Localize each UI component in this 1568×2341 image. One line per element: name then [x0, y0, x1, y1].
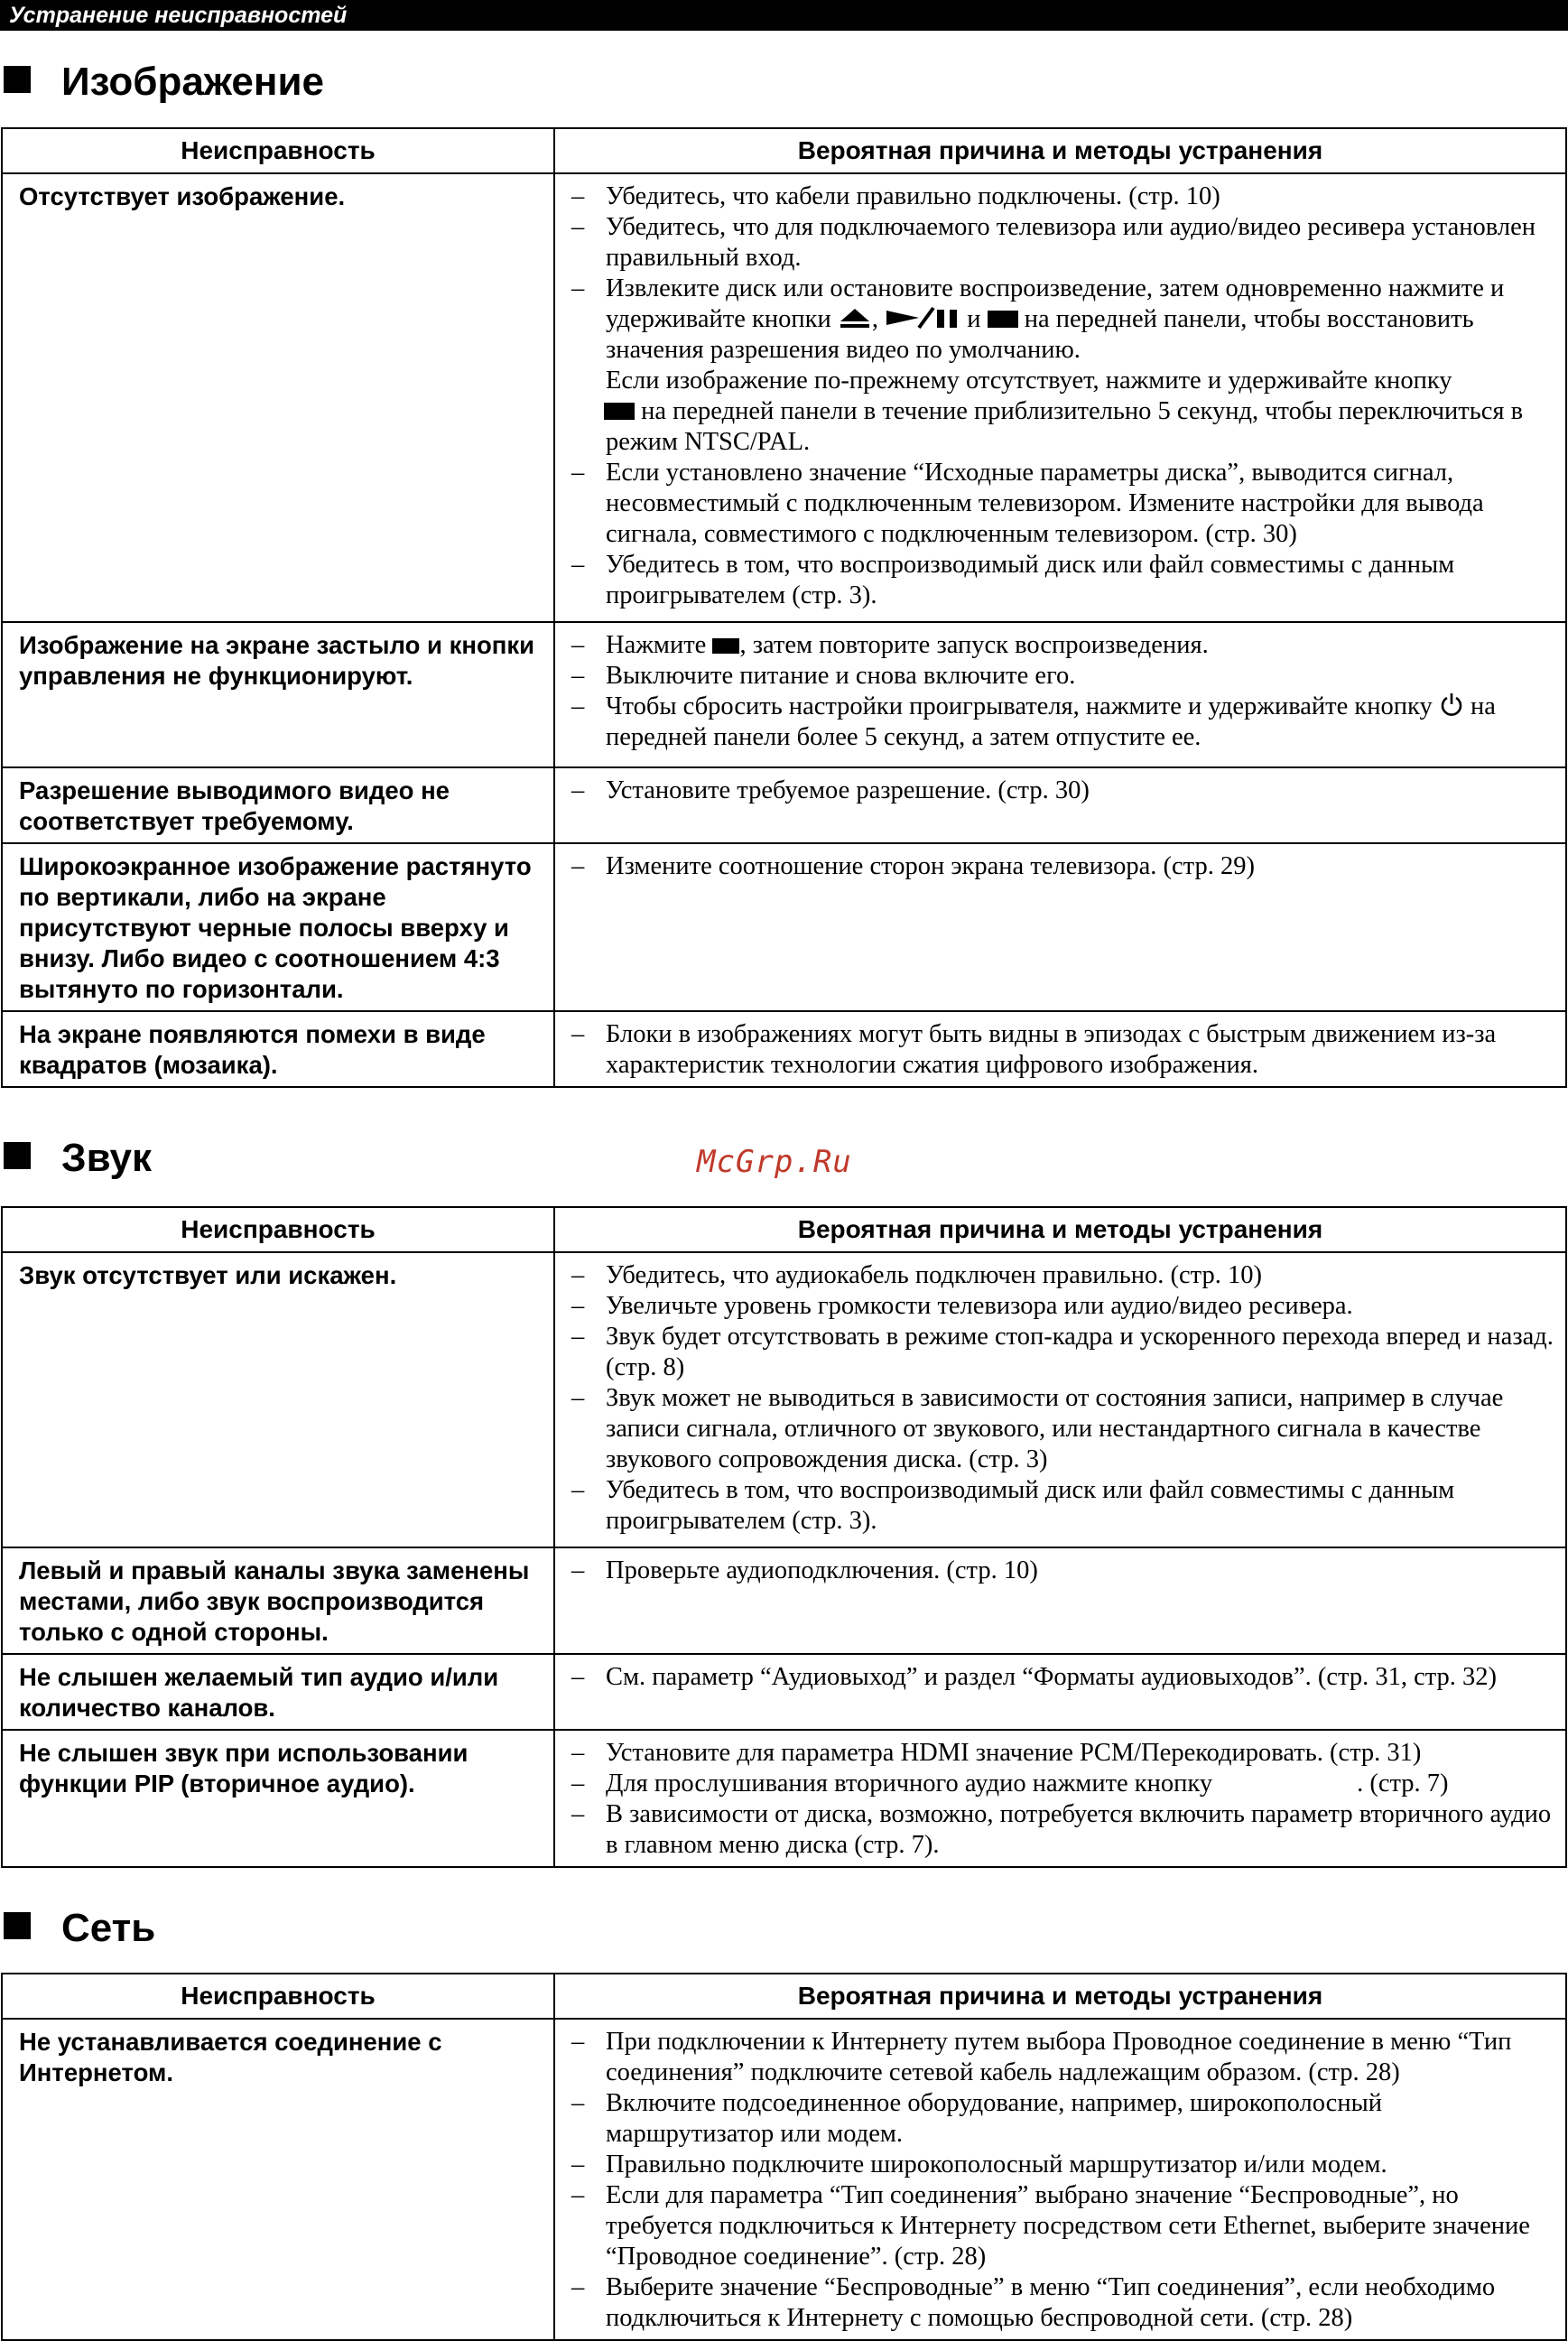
- table-header-row: [2, 128, 1566, 173]
- stop-icon: [712, 638, 739, 654]
- problem-cell: Отсутствует изображение.: [2, 173, 554, 622]
- section-title-network: Сеть: [0, 1903, 155, 1954]
- list-item: – Убедитесь в том, что воспроизводимый диск или файл совместимы с данным проигрывателем (стр. 3).: [570, 1475, 1556, 1537]
- watermark: McGrp.Ru: [697, 1144, 852, 1180]
- list-item: – Извлеките диск или остановите воспроизведение, затем одновременно нажмите и удерживайте кнопки , и на передней панели, чтобы восстановить значения разрешения видео по умолчанию. Если изображение по-прежнему отсутствует, нажмите и удерживайте кнопку на передней панели в течение приблизительно 5 секунд, чтобы переключиться в режим NTSC/PAL.: [570, 274, 1556, 458]
- table-row: [2, 1011, 1566, 1087]
- square-bullet-icon: [4, 1912, 31, 1939]
- problem-cell: Не слышен желаемый тип аудио и/или количество каналов.: [2, 1654, 554, 1730]
- stop-icon: [988, 311, 1018, 328]
- sound-troubleshooting-table: [1, 1206, 1567, 1868]
- network-troubleshooting-table: [1, 1973, 1567, 2341]
- table-row: [2, 1654, 1566, 1730]
- solution-cell: [554, 1011, 1566, 1087]
- table-row: [2, 2019, 1566, 2340]
- table-row: [2, 1252, 1566, 1547]
- solution-cell: [554, 1654, 1566, 1730]
- list-item: – Звук может не выводиться в зависимости от состояния записи, например в случае записи сигнала, отличного от звукового, или нестандартного сигнала в качестве звукового сопровождения диска. (стр. 3): [570, 1383, 1556, 1475]
- column-header-solution: Вероятная причина и методы устранения: [554, 1207, 1566, 1252]
- solution-cell: [554, 1547, 1566, 1654]
- list-item: – Нажмите , затем повторите запуск воспроизведения.: [570, 630, 1556, 661]
- list-item: – Убедитесь, что аудиокабель подключен правильно. (стр. 10): [570, 1260, 1556, 1291]
- problem-cell: Звук отсутствует или искажен.: [2, 1252, 554, 1547]
- problem-cell: На экране появляются помехи в виде квадратов (мозаика).: [2, 1011, 554, 1087]
- table-header-row: [2, 1207, 1566, 1252]
- list-item: – Убедитесь, что кабели правильно подключены. (стр. 10): [570, 181, 1556, 212]
- column-header-solution: Вероятная причина и методы устранения: [554, 128, 1566, 173]
- table-row: [2, 843, 1566, 1011]
- list-item: – Измените соотношение сторон экрана телевизора. (стр. 29): [570, 851, 1556, 882]
- problem-cell: Не слышен звук при использовании функции PIP (вторичное аудио).: [2, 1730, 554, 1867]
- column-header-problem: Неисправность: [2, 1974, 554, 2019]
- table-row: [2, 767, 1566, 843]
- play-pause-icon: [885, 306, 960, 330]
- list-item: – Убедитесь в том, что воспроизводимый диск или файл совместимы с данным проигрывателем (стр. 3).: [570, 550, 1556, 611]
- list-item: – Чтобы сбросить настройки проигрывателя, нажмите и удерживайте кнопку на передней панели более 5 секунд, а затем отпустите ее.: [570, 692, 1556, 753]
- section-title-image: Изображение: [0, 57, 324, 107]
- list-item: – Выберите значение “Беспроводные” в меню “Тип соединения”, если необходимо подключиться к Интернету с помощью беспроводной сети. (стр. 28): [570, 2272, 1556, 2334]
- list-item: – Убедитесь, что для подключаемого телевизора или аудио/видео ресивера установлен правильный вход.: [570, 212, 1556, 274]
- list-item: – Для прослушивания вторичного аудио нажмите кнопку . (стр. 7): [570, 1769, 1556, 1799]
- list-item: – Увеличьте уровень громкости телевизора или аудио/видео ресивера.: [570, 1291, 1556, 1322]
- problem-cell: Разрешение выводимого видео не соответствует требуемому.: [2, 767, 554, 843]
- table-row: [2, 1547, 1566, 1654]
- column-header-problem: Неисправность: [2, 128, 554, 173]
- list-item: – Включите подсоединенное оборудование, например, широкополосный маршрутизатор или модем.: [570, 2088, 1556, 2150]
- eject-icon: [838, 306, 872, 330]
- problem-cell: Левый и правый каналы звука заменены местами, либо звук воспроизводится только с одной стороны.: [2, 1547, 554, 1654]
- solution-cell: [554, 843, 1566, 1011]
- problem-cell: Широкоэкранное изображение растянуто по вертикали, либо на экране присутствуют черные полосы вверху и внизу. Либо видео с соотношением 4:3 вытянуто по горизонтали.: [2, 843, 554, 1011]
- solution-cell: [554, 1730, 1566, 1867]
- list-item: – Выключите питание и снова включите его.: [570, 661, 1556, 692]
- stop-icon: [604, 403, 635, 420]
- column-header-problem: Неисправность: [2, 1207, 554, 1252]
- solution-cell: [554, 173, 1566, 622]
- list-item: – Звук будет отсутствовать в режиме стоп-кадра и ускоренного перехода вперед и назад. (стр. 8): [570, 1322, 1556, 1383]
- table-row: [2, 1730, 1566, 1867]
- table-header-row: [2, 1974, 1566, 2019]
- solution-cell: [554, 622, 1566, 767]
- power-icon: [1439, 692, 1464, 717]
- image-troubleshooting-table: [1, 127, 1567, 1088]
- list-item: – Установите для параметра HDMI значение PCM/Перекодировать. (стр. 31): [570, 1738, 1556, 1769]
- solution-cell: [554, 2019, 1566, 2340]
- problem-cell: Не устанавливается соединение с Интернетом.: [2, 2019, 554, 2340]
- table-row: [2, 173, 1566, 622]
- list-item: – Правильно подключите широкополосный маршрутизатор и/или модем.: [570, 2150, 1556, 2180]
- list-item: – См. параметр “Аудиовыход” и раздел “Форматы аудиовыходов”. (стр. 31, стр. 32): [570, 1662, 1556, 1693]
- list-item: – Проверьте аудиоподключения. (стр. 10): [570, 1556, 1556, 1586]
- problem-cell: Изображение на экране застыло и кнопки управления не функционируют.: [2, 622, 554, 767]
- list-item: – Если для параметра “Тип соединения” выбрано значение “Беспроводные”, но требуется подключиться к Интернету посредством сети Ethernet, выберите значение “Проводное соединение”. (стр. 28): [570, 2180, 1556, 2272]
- square-bullet-icon: [4, 1142, 31, 1169]
- list-item: – Блоки в изображениях могут быть видны в эпизодах с быстрым движением из-за характеристик технологии сжатия цифрового изображения.: [570, 1019, 1556, 1081]
- list-item: – В зависимости от диска, возможно, потребуется включить параметр вторичного аудио в главном меню диска (стр. 7).: [570, 1799, 1556, 1861]
- table-row: [2, 622, 1566, 767]
- solution-cell: [554, 767, 1566, 843]
- page-header: Устранение неисправностей: [0, 0, 1568, 31]
- list-item: – Если установлено значение “Исходные параметры диска”, выводится сигнал, несовместимый с подключенным телевизором. Измените настройки для вывода сигнала, совместимого с подключенным телевизором. (стр. 30): [570, 458, 1556, 550]
- column-header-solution: Вероятная причина и методы устранения: [554, 1974, 1566, 2019]
- list-item: – При подключении к Интернету путем выбора Проводное соединение в меню “Тип соединения” подключите сетевой кабель надлежащим образом. (стр. 28): [570, 2027, 1556, 2088]
- list-item: – Установите требуемое разрешение. (стр. 30): [570, 776, 1556, 806]
- section-title-sound: Звук: [0, 1133, 152, 1184]
- solution-cell: [554, 1252, 1566, 1547]
- square-bullet-icon: [4, 66, 31, 93]
